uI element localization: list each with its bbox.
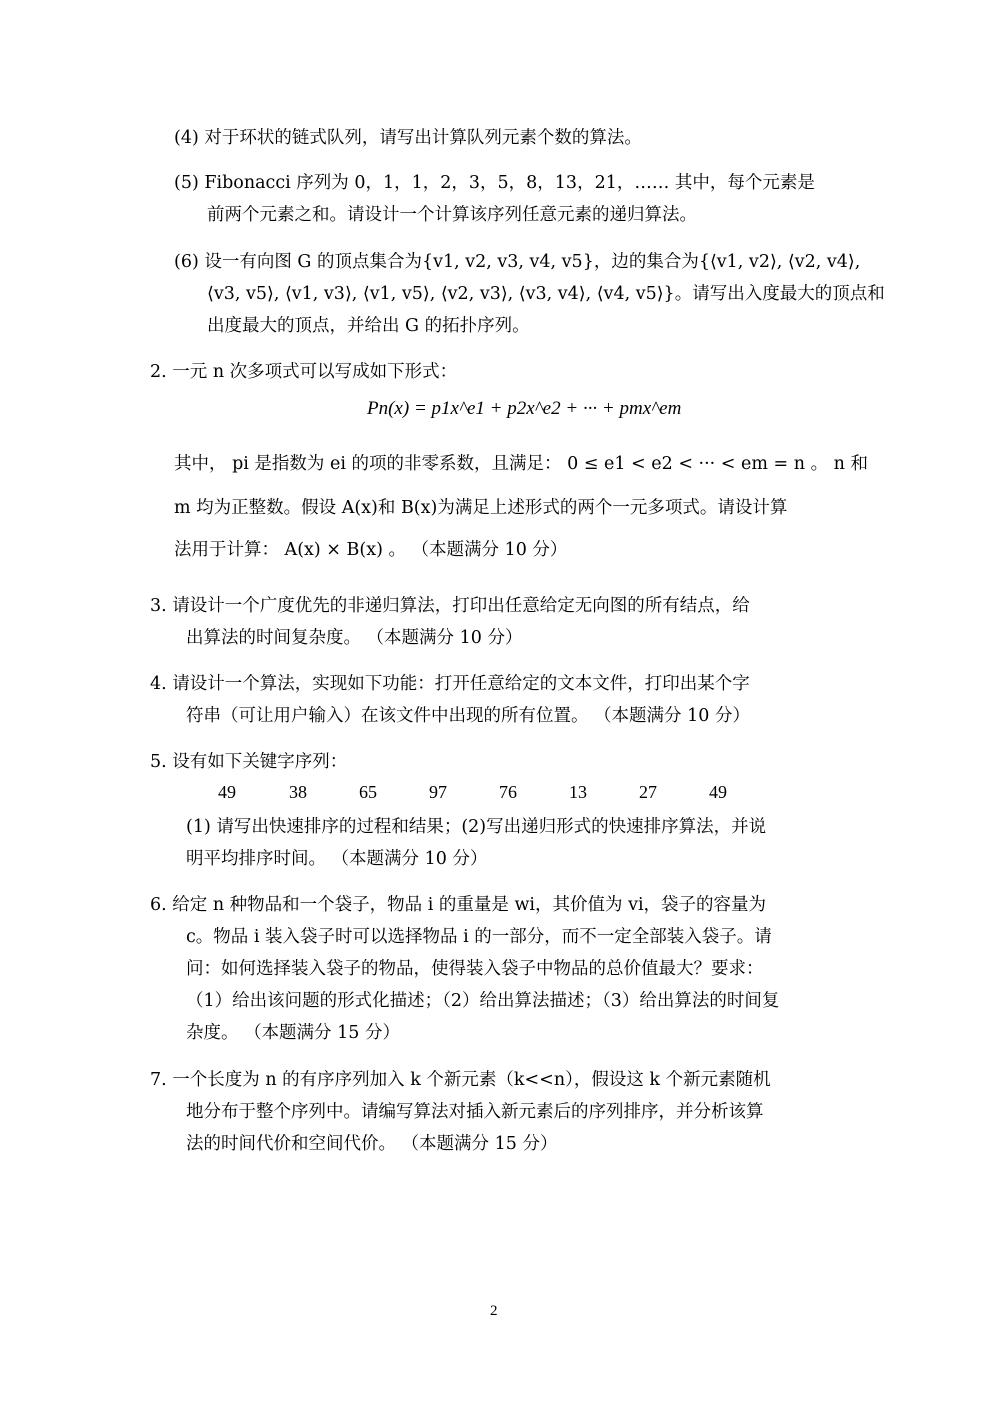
- question-2-line3: m 均为正整数。假设 A(x)和 B(x)为满足上述形式的两个一元多项式。请设计算: [174, 498, 788, 518]
- question-2-line4: 法用于计算： A(x) × B(x) 。 （本题满分 10 分）: [174, 540, 568, 560]
- question-1-6-line1: (6) 设一有向图 G 的顶点集合为{v1, v2, v3, v4, v5}，边的集合为{⟨v1, v2⟩, ⟨v2, v4⟩,: [174, 252, 861, 272]
- question-5-line4: 明平均排序时间。 （本题满分 10 分）: [186, 849, 488, 869]
- question-7-line2: 地分布于整个序列中。请编写算法对插入新元素后的序列排序，并分析该算: [186, 1102, 764, 1122]
- question-6-line4: （1）给出该问题的形式化描述；（2）给出算法描述；（3）给出算法的时间复: [186, 991, 780, 1011]
- question-5-line3: (1) 请写出快速排序的过程和结果；(2)写出递归形式的快速排序算法，并说: [186, 817, 767, 837]
- sequence-value: 38: [289, 782, 307, 802]
- question-1-6-line3: 出度最大的顶点，并给出 G 的拓扑序列。: [207, 316, 530, 336]
- polynomial-formula: Pn(x) = p1x^e1 + p2x^e2 + ··· + pmx^em: [367, 398, 682, 419]
- question-1-6-line2: ⟨v3, v5⟩, ⟨v1, v3⟩, ⟨v1, v5⟩, ⟨v2, v3⟩, ⟨v3, v4⟩, ⟨v4, v5⟩}。请写出入度最大的顶点和: [207, 284, 885, 304]
- question-1-5-line2: 前两个元素之和。请设计一个计算该序列任意元素的递归算法。: [207, 205, 697, 225]
- question-3-line2: 出算法的时间复杂度。 （本题满分 10 分）: [186, 628, 523, 648]
- question-5-intro: 5. 设有如下关键字序列：: [150, 752, 348, 772]
- question-2-intro: 2. 一元 n 次多项式可以写成如下形式：: [150, 362, 458, 382]
- question-7-line1: 7. 一个长度为 n 的有序序列加入 k 个新元素（k<<n），假设这 k 个新元素随机: [150, 1070, 771, 1090]
- sequence-value: 13: [569, 782, 587, 802]
- question-6-line3: 问：如何选择装入袋子的物品，使得装入袋子中物品的总价值最大？要求：: [186, 959, 764, 979]
- question-6-line1: 6. 给定 n 种物品和一个袋子，物品 i 的重量是 wi，其价值为 vi，袋子的容量为: [150, 895, 767, 915]
- sequence-value: 49: [709, 782, 727, 802]
- question-1-4: (4) 对于环状的链式队列，请写出计算队列元素个数的算法。: [174, 128, 642, 148]
- question-3-line1: 3. 请设计一个广度优先的非递归算法，打印出任意给定无向图的所有结点，给: [150, 596, 750, 616]
- sequence-value: 76: [499, 782, 517, 802]
- question-6-line5: 杂度。 （本题满分 15 分）: [186, 1023, 400, 1043]
- question-2-line2: 其中， pi 是指数为 ei 的项的非零系数，且满足： 0 ≤ e1 < e2 < ··· < em = n 。 n 和: [174, 454, 868, 474]
- question-7-line3: 法的时间代价和空间代价。 （本题满分 15 分）: [186, 1134, 558, 1154]
- sequence-value: 97: [429, 782, 447, 802]
- sequence-value: 49: [218, 782, 236, 802]
- question-1-5-line1: (5) Fibonacci 序列为 0，1，1，2，3，5，8，13，21，…… 其中，每个元素是: [174, 173, 815, 193]
- question-4-line1: 4. 请设计一个算法，实现如下功能：打开任意给定的文本文件，打印出某个字: [150, 674, 750, 694]
- sequence-value: 27: [639, 782, 657, 802]
- question-4-line2: 符串（可让用户输入）在该文件中出现的所有位置。 （本题满分 10 分）: [186, 706, 750, 726]
- sequence-value: 65: [359, 782, 377, 802]
- question-6-line2: c。物品 i 装入袋子时可以选择物品 i 的一部分，而不一定全部装入袋子。请: [186, 927, 772, 947]
- page-number: 2: [490, 1303, 498, 1319]
